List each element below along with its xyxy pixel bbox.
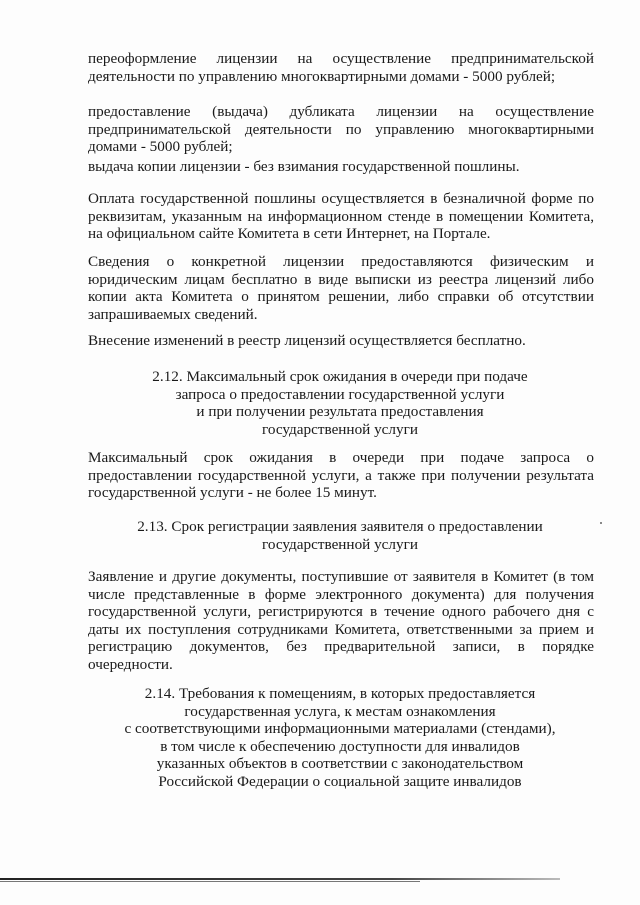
heading-line: 2.14. Требования к помещениям, в которых предоставляется (144, 685, 536, 702)
heading-line: 2.13. Срок регистрации заявления заявителя о предоставлении (137, 518, 543, 535)
heading-line: запроса о предоставлении государственной услуги (175, 385, 505, 403)
heading-line: Российской Федерации о социальной защите инвалидов (158, 772, 522, 790)
heading-line: указанных объектов в соответствии с законодательством (156, 755, 524, 773)
paragraph-max-wait: Максимальный срок ожидания в очереди при подаче запроса о предоставлении государственной услуги, а также при получении результата государственной услуги - не более 15 минут. (88, 449, 594, 502)
paragraph-registry-changes: Внесение изменений в реестр лицензий осуществляется бесплатно. (88, 332, 526, 349)
paragraph-license-info: Сведения о конкретной лицензии предоставляются физическим и юридическим лицам бесплатно в виде выписки из реестра лицензий либо копии акта Комитета о принятом решении, либо справки об отсутствии запрашиваемых сведений. (88, 253, 594, 323)
paragraph-payment: Оплата государственной пошлины осуществляется в безналичной форме по реквизитам, указанным на информационном стенде в помещении Комитета, на официальном сайте Комитета в сети Интернет, на Портале. (88, 190, 594, 243)
heading-line: государственной услуги (262, 420, 418, 438)
paragraph-fee-duplicate: предоставление (выдача) дубликата лицензии на осуществление предпринимательской деятельности по управлению многоквартирными домами - 5000 рублей; (88, 103, 594, 156)
section-heading-2-14 (80, 685, 600, 791)
scan-edge-line (0, 878, 560, 880)
heading-line: государственной услуги (262, 535, 418, 553)
heading-line: с соответствующими информационными материалами (стендами), (124, 720, 556, 738)
heading-line: в том числе к обеспечению доступности для инвалидов (160, 737, 520, 755)
section-heading-2-13 (80, 518, 600, 553)
scan-speck (600, 522, 602, 524)
paragraph-registration: Заявление и другие документы, поступившие от заявителя в Комитет (в том числе представленные в форме электронного документа) для получения государственной услуги, регистрируются в течение одного рабочего дня с даты их поступления сотрудниками Комитета, ответственными за прием и регистрацию документов, без предварительной записи, в порядке очередности. (88, 568, 594, 673)
scan-edge-line-secondary (0, 881, 420, 882)
heading-line: государственная услуга, к местам ознакомления (184, 702, 496, 720)
heading-line: и при получении результата предоставления (196, 403, 484, 421)
paragraph-copy-free: выдача копии лицензии - без взимания государственной пошлины. (88, 158, 520, 175)
section-heading-2-12 (80, 368, 600, 438)
heading-line: 2.12. Максимальный срок ожидания в очереди при подаче (152, 368, 528, 385)
paragraph-fee-reissue: переоформление лицензии на осуществление предпринимательской деятельности по управлению многоквартирными домами - 5000 рублей; (88, 50, 594, 85)
